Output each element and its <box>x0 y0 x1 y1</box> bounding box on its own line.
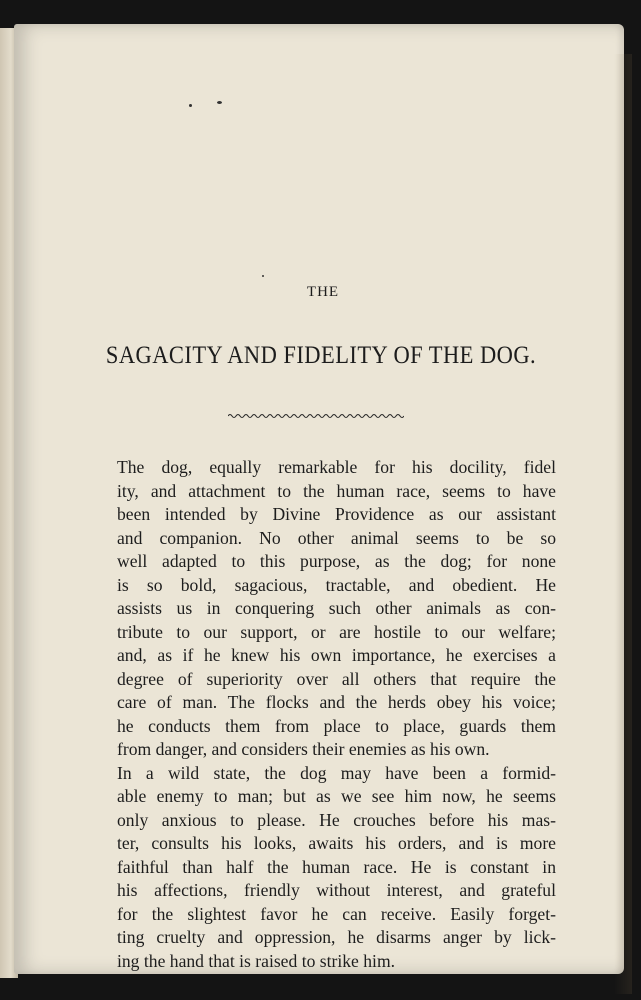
book-page <box>14 24 624 974</box>
text-line: and companion. No other animal seems to be so <box>117 527 556 548</box>
text-line: from danger, and considers their enemies as his own. <box>117 739 490 759</box>
text-line: ting cruelty and oppression, he disarms anger by lick- <box>117 927 556 947</box>
text-line: degree of superiority over all others that require the <box>117 668 556 689</box>
text-line: ity, and attachment to the human race, seems to have <box>117 480 556 501</box>
text-line: care of man. The flocks and the herds obey his voice; <box>117 692 556 712</box>
text-line: is so bold, sagacious, tractable, and obedient. He <box>117 574 556 595</box>
body-text <box>105 456 556 973</box>
text-line: and, as if he knew his own importance, he exercises a <box>117 645 556 665</box>
ink-speck <box>217 101 222 104</box>
ink-speck <box>262 275 264 277</box>
heading-the: THE <box>306 284 340 300</box>
text-line: he conducts them from place to place, guards them <box>117 715 556 736</box>
text-line: ter, consults his looks, awaits his orders, and is more <box>117 833 556 853</box>
paragraph-1 <box>105 456 556 762</box>
text-line: faithful than half the human race. He is constant in <box>117 856 556 877</box>
wavy-rule-ornament <box>228 410 404 422</box>
paragraph-2 <box>105 762 556 974</box>
text-line: ing the hand that is raised to strike him. <box>117 950 396 971</box>
text-line: tribute to our support, or are hostile to our welfare; <box>117 621 556 642</box>
text-line: been intended by Divine Providence as our assistant <box>117 504 556 524</box>
text-line: In a wild state, the dog may have been a formid- <box>117 762 556 783</box>
ink-speck <box>189 104 192 107</box>
text-line: for the slightest favor he can receive. Easily forget- <box>117 903 556 924</box>
page-fore-edge-shadow <box>614 54 632 994</box>
text-line: assists us in conquering such other animals as con- <box>117 598 556 618</box>
text-line: The dog, equally remarkable for his docility, fidel <box>117 457 556 477</box>
text-line: his affections, friendly without interest, and grateful <box>117 880 556 900</box>
chapter-title: SAGACITY AND FIDELITY OF THE DOG. <box>105 342 537 369</box>
text-line: able enemy to man; but as we see him now, he seems <box>117 786 556 806</box>
text-line: well adapted to this purpose, as the dog; for none <box>117 551 556 571</box>
text-line: only anxious to please. He crouches before his mas- <box>117 809 556 830</box>
